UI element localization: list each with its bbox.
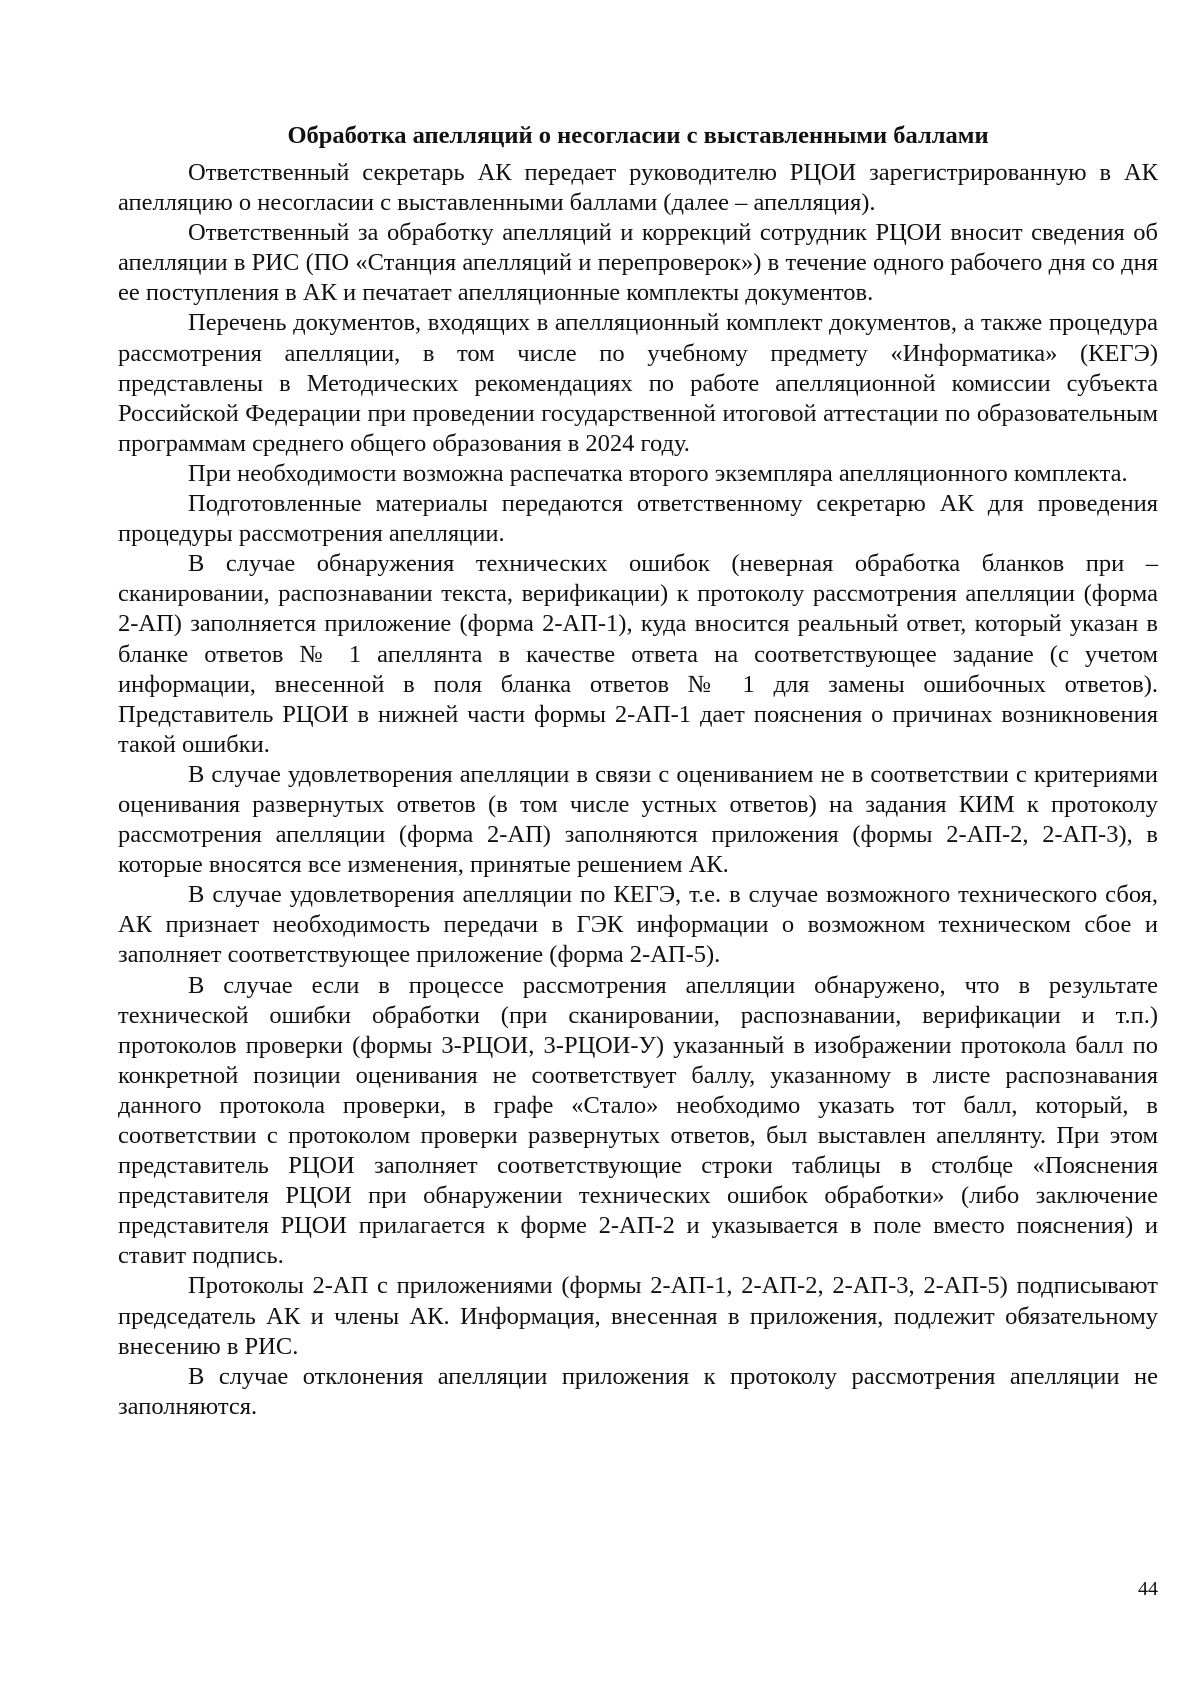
section-title: Обработка апелляций о несогласии с выставленными баллами bbox=[287, 122, 989, 149]
paragraph-3: Перечень документов, входящих в апелляционный комплект документов, а также процедура рассмотрения апелляции, в том числе по учебному предмету «Информатика» (КЕГЭ) представлены в Методических рекомендациях по работе апелляционной комиссии субъекта Российской Федерации при проведении государственной итоговой аттестации по образовательным программам среднего общего образования в 2024 году. bbox=[118, 309, 1158, 457]
paragraph-4: При необходимости возможна распечатка второго экземпляра апелляционного комплекта. bbox=[188, 459, 1128, 487]
paragraph-1: Ответственный секретарь АК передает руководителю РЦОИ зарегистрированную в АК апелляцию о несогласии с выставленными баллами (далее – апелляция). bbox=[118, 159, 1158, 217]
paragraph-5: Подготовленные материалы передаются ответственному секретарю АК для проведения процедуры рассмотрения апелляции. bbox=[118, 490, 1158, 548]
page-content bbox=[118, 118, 1158, 1422]
page-number: 44 bbox=[1138, 1578, 1158, 1600]
paragraph-6: В случае обнаружения технических ошибок (неверная обработка бланков при – сканировании, распознавании текста, верификации) к протоколу рассмотрения апелляции (форма 2-АП) заполняется приложение (форма 2-АП-1), куда вносится реальный ответ, который указан в бланке ответов № 1 апеллянта в качестве ответа на соответствующее задание (с учетом информации, внесенной в поля бланка ответов № 1 для замены ошибочных ответов). Представитель РЦОИ в нижней части формы 2-АП-1 дает пояснения о причинах возникновения такой ошибки. bbox=[118, 550, 1158, 758]
paragraph-7: В случае удовлетворения апелляции в связи с оцениванием не в соответствии с критериями оценивания развернутых ответов (в том числе устных ответов) на задания КИМ к протоколу рассмотрения апелляции (форма 2-АП) заполняются приложения (формы 2-АП-2, 2-АП-3), в которые вносятся все изменения, принятые решением АК. bbox=[118, 760, 1158, 879]
paragraph-9: В случае если в процессе рассмотрения апелляции обнаружено, что в результате технической ошибки обработки (при сканировании, распознавании, верификации и т.п.) протоколов проверки (формы 3-РЦОИ, 3-РЦОИ-У) указанный в изображении протокола балл по конкретной позиции оценивания не соответствует баллу, указанному в листе распознавания данного протокола проверки, в графе «Стало» необходимо указать тот балл, который, в соответствии с протоколом проверки развернутых ответов, был выставлен апеллянту. При этом представитель РЦОИ заполняет соответствующие строки таблицы в столбце «Пояснения представителя РЦОИ при обнаружении технических ошибок обработки» (либо заключение представителя РЦОИ прилагается к форме 2-АП-2 и указывается в поле вместо пояснения) и ставит подпись. bbox=[118, 971, 1158, 1270]
paragraph-2: Ответственный за обработку апелляций и коррекций сотрудник РЦОИ вносит сведения об апелляции в РИС (ПО «Станция апелляций и перепроверок») в течение одного рабочего дня со дня ее поступления в АК и печатает апелляционные комплекты документов. bbox=[118, 219, 1158, 307]
paragraph-8: В случае удовлетворения апелляции по КЕГЭ, т.е. в случае возможного технического сбоя, АК признает необходимость передачи в ГЭК информации о возможном техническом сбое и заполняет соответствующее приложение (форма 2-АП-5). bbox=[118, 881, 1158, 969]
paragraph-10: Протоколы 2-АП с приложениями (формы 2-АП-1, 2-АП-2, 2-АП-3, 2-АП-5) подписывают председатель АК и члены АК. Информация, внесенная в приложения, подлежит обязательному внесению в РИС. bbox=[118, 1272, 1158, 1360]
paragraph-11: В случае отклонения апелляции приложения к протоколу рассмотрения апелляции не заполняются. bbox=[118, 1362, 1158, 1420]
